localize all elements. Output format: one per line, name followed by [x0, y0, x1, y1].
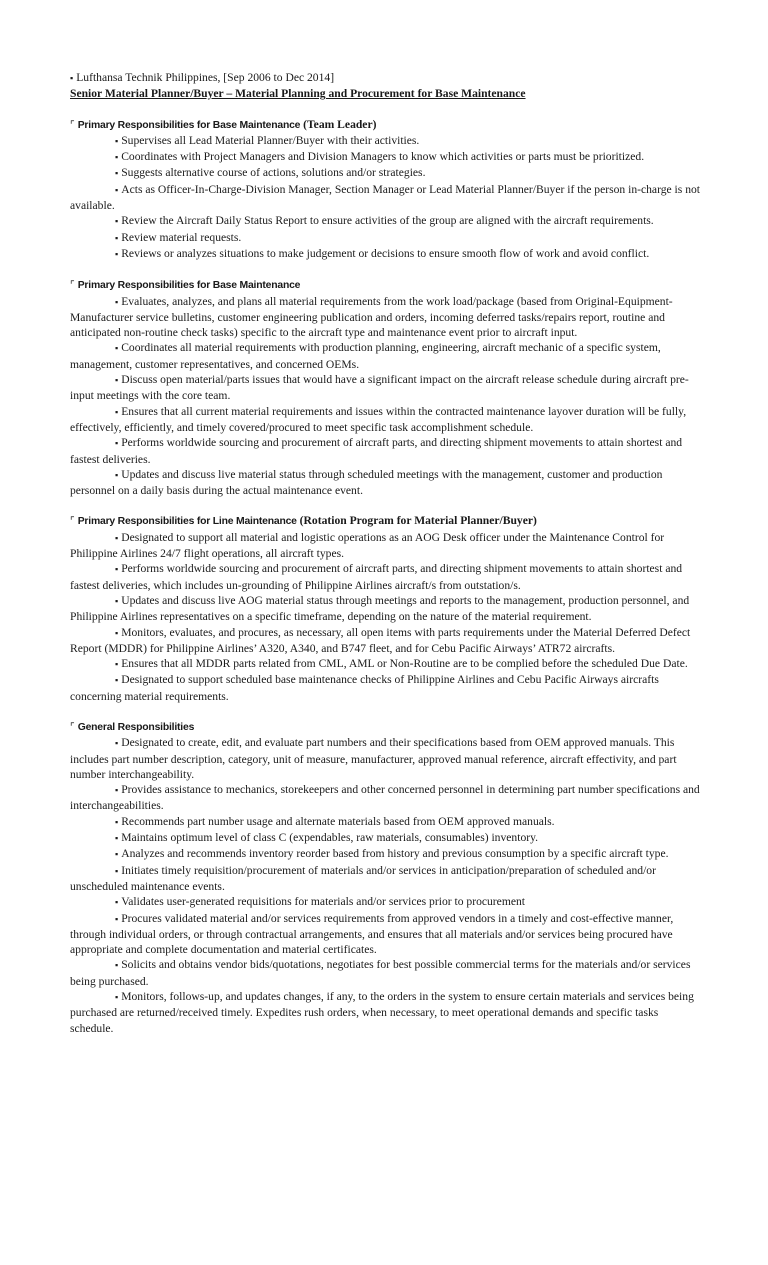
section-heading-suffix: (Team Leader)	[303, 117, 377, 131]
bullet-icon: ▪	[115, 913, 119, 924]
corner-marker-icon: ⌜	[70, 516, 75, 528]
bullet-icon: ▪	[115, 232, 119, 243]
list-item-text: Supervises all Lead Material Planner/Buyer with their activities.	[121, 133, 420, 147]
list-item-text: Initiates timely requisition/procurement of materials and/or services in anticipation/preparation of scheduled and/or unscheduled maintenance events.	[70, 863, 656, 893]
list-item	[70, 735, 700, 782]
list-item-text: Provides assistance to mechanics, storekeepers and other concerned personnel in determining part number specifications and interchangeabilities.	[70, 783, 700, 813]
list-item-text: Monitors, follows-up, and updates changes, if any, to the orders in the system to ensure certain materials and services being purchased are returned/received timely. Expedites rush orders, when necessary, to meet operational demands and specific tasks schedule.	[70, 990, 694, 1035]
bullet-icon: ▪	[115, 897, 119, 908]
list-item	[70, 894, 700, 910]
section-heading-text: Primary Responsibilities for Base Maintenance	[77, 119, 301, 131]
list-item-text: Reviews or analyzes situations to make judgement or decisions to ensure smooth flow of work and avoid conflict.	[121, 246, 650, 260]
bullet-icon: ▪	[115, 152, 119, 163]
bullet-icon: ▪	[115, 135, 119, 146]
section-heading-suffix: (Rotation Program for Material Planner/Buyer)	[299, 514, 537, 528]
corner-marker-icon: ⌜	[70, 119, 75, 131]
bullet-icon: ▪	[115, 865, 119, 876]
bullet-icon: ▪	[115, 406, 119, 417]
list-item-text: Solicits and obtains vendor bids/quotations, negotiates for best possible commercial terms for the materials and/or services being purchased.	[70, 958, 691, 988]
list-item-text: Ensures that all MDDR parts related from CML, AML or Non-Routine are to be complied before the scheduled Due Date.	[121, 657, 688, 671]
list-item-text: Monitors, evaluates, and procures, as necessary, all open items with parts requirements under the Material Deferred Defect Report (MDDR) for Philippine Airlines’ A320, A340, and B747 fleet, and for Cebu Pacific Airways’ ATR72 aircrafts.	[70, 625, 691, 655]
list-item	[70, 182, 700, 214]
list-item	[70, 435, 700, 467]
bullet-icon: ▪	[115, 184, 119, 195]
responsibility-section	[70, 277, 700, 498]
bullet-icon: ▪	[115, 816, 119, 827]
list-item-text: Coordinates all material requirements with production planning, engineering, aircraft mechanic of a specific system, management, customer representatives, and concerned OEMs.	[70, 341, 661, 371]
list-item-text: Review material requests.	[121, 230, 242, 244]
list-item-text: Designated to support all material and logistic operations as an AOG Desk officer under the Maintenance Control for Philippine Airlines 24/7 flight operations, all aircraft types.	[70, 530, 665, 561]
bullet-icon: ▪	[115, 595, 119, 606]
list-item-text: Coordinates with Project Managers and Division Managers to know which activities or parts must be prioritized.	[121, 150, 645, 164]
bullet-icon: ▪	[115, 992, 119, 1003]
bullet-icon: ▪	[115, 849, 119, 860]
bullet-icon: ▪	[115, 469, 119, 480]
list-item	[70, 133, 700, 149]
bullet-icon: ▪	[70, 73, 74, 83]
list-item	[70, 213, 700, 229]
list-item	[70, 911, 700, 958]
bullet-icon: ▪	[115, 343, 119, 354]
list-item-text: Updates and discuss live material status through scheduled meetings with the management, customer and production personnel on a daily basis during the actual maintenance event.	[70, 467, 663, 498]
section-heading	[70, 277, 700, 293]
bullet-icon: ▪	[115, 738, 119, 749]
resume-page	[70, 70, 700, 1036]
list-item-text: Evaluates, analyzes, and plans all material requirements from the work load/package (based from Original-Equipment-Manufacturer service bulletins, customer engineering publication and orders, incoming deferred tasks/repairs report, routine and anticipated non-routine check tasks) specific to the aircraft type and maintenance event prior to aircraft input.	[70, 294, 673, 340]
list-item-text: Acts as Officer-In-Charge-Division Manager, Section Manager or Lead Material Planner/Buyer if the person in-charge is not available.	[70, 182, 701, 213]
section-heading	[70, 117, 700, 133]
bullet-icon: ▪	[115, 168, 119, 179]
list-item-text: Performs worldwide sourcing and procurement of aircraft parts, and directing shipment movements to attain shortest and fastest deliveries, which includes un-grounding of Philippine Airlines aircraft/s from outstation/s.	[70, 562, 683, 592]
responsibility-sections	[70, 117, 700, 1036]
list-item-text: Maintains optimum level of class C (expendables, raw materials, consumables) inventory.	[121, 831, 539, 845]
bullet-icon: ▪	[115, 564, 119, 575]
list-item	[70, 593, 700, 625]
bullet-icon: ▪	[115, 248, 119, 259]
list-item	[70, 530, 700, 562]
list-item	[70, 149, 700, 165]
list-item	[70, 404, 700, 436]
list-item-text: Analyzes and recommends inventory reorder based from history and previous consumption by a specific aircraft type.	[121, 847, 669, 861]
bullet-icon: ▪	[115, 785, 119, 796]
list-item	[70, 656, 700, 672]
job-title: Senior Material Planner/Buyer – Material Planning and Procurement for Base Maintenance	[70, 87, 526, 101]
list-item-text: Recommends part number usage and alternate materials based from OEM approved manuals.	[121, 814, 555, 828]
corner-marker-icon: ⌜	[70, 721, 75, 733]
list-item	[70, 372, 700, 404]
list-item-text: Updates and discuss live AOG material status through meetings and reports to the management, production personnel, and Philippine Airlines representatives on a specific timeframe, depending on the nature of the material requirement.	[70, 593, 690, 624]
section-heading-text: Primary Responsibilities for Base Maintenance	[77, 280, 301, 292]
corner-marker-icon: ⌜	[70, 280, 75, 292]
list-item-text: Discuss open material/parts issues that would have a significant impact on the aircraft release schedule during aircraft pre-input meetings with the core team.	[70, 373, 689, 403]
responsibility-section	[70, 117, 700, 263]
bullet-icon: ▪	[115, 675, 119, 686]
list-item-text: Review the Aircraft Daily Status Report to ensure activities of the group are aligned with the aircraft requirements.	[121, 214, 654, 228]
list-item	[70, 782, 700, 814]
section-heading	[70, 719, 700, 735]
employer-line: ▪ Lufthansa Technik Philippines, [Sep 2006 to Dec 2014]	[70, 71, 335, 84]
list-item	[70, 165, 700, 181]
list-item	[70, 467, 700, 499]
list-item-text: Procures validated material and/or services requirements from approved vendors in a timely and cost-effective manner, through individual orders, or through contractual arrangements, and ensures that all materials and/or services being procured have appropriate and complete documentation and material certificates.	[70, 911, 674, 957]
list-item	[70, 672, 700, 704]
bullet-icon: ▪	[115, 438, 119, 449]
list-item	[70, 561, 700, 593]
list-item-text: Performs worldwide sourcing and procurement of aircraft parts, and directing shipment movements to attain shortest and fastest deliveries.	[70, 436, 683, 466]
list-item-text: Validates user-generated requisitions for materials and/or services prior to procurement	[121, 895, 525, 909]
section-heading	[70, 513, 700, 529]
bullet-icon: ▪	[115, 375, 119, 386]
bullet-icon: ▪	[115, 532, 119, 543]
bullet-icon: ▪	[115, 960, 119, 971]
bullet-icon: ▪	[115, 216, 119, 227]
responsibility-section	[70, 513, 700, 704]
list-item-text: Ensures that all current material requirements and issues within the contracted maintenance layover duration will be fully, effectively, efficiently, and timely covered/procured to meet specific task accomplishment schedule.	[70, 404, 687, 434]
bullet-icon: ▪	[115, 833, 119, 844]
list-item	[70, 863, 700, 895]
list-item-text: Designated to support scheduled base maintenance checks of Philippine Airlines and Cebu Pacific Airways aircrafts concerning material requirements.	[70, 673, 659, 703]
bullet-icon: ▪	[115, 296, 119, 307]
list-item	[70, 246, 700, 262]
list-item-text: Designated to create, edit, and evaluate part numbers and their specifications based from OEM approved manuals. This includes part number description, category, unit of measure, manufacturer, approved manual reference, aircraft effectivity, and part number interchangeability.	[70, 736, 677, 781]
section-heading-text: Primary Responsibilities for Line Maintenance	[77, 516, 297, 528]
bullet-icon: ▪	[115, 627, 119, 638]
list-item	[70, 340, 700, 372]
bullet-icon: ▪	[115, 659, 119, 670]
list-item	[70, 625, 700, 657]
list-item	[70, 957, 700, 989]
list-item	[70, 294, 700, 341]
list-item	[70, 814, 700, 830]
list-item	[70, 989, 700, 1036]
list-item	[70, 846, 700, 862]
list-item	[70, 230, 700, 246]
responsibility-section	[70, 719, 700, 1036]
list-item	[70, 830, 700, 846]
list-item-text: Suggests alternative course of actions, solutions and/or strategies.	[121, 166, 426, 180]
section-heading-text: General Responsibilities	[77, 721, 195, 733]
